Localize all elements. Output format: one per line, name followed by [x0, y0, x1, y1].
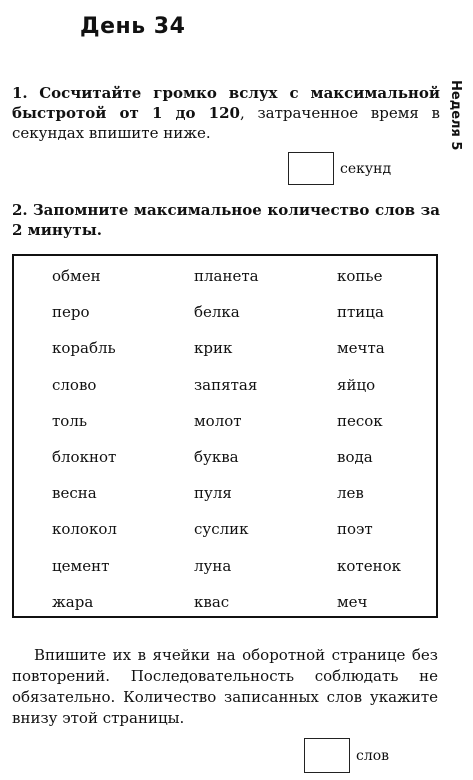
task-1-bold-text: Сосчитайте громко вслух с максимальной быстротой от 1 до 120	[12, 84, 440, 122]
words-answer-row	[304, 738, 389, 773]
word-item: колокол	[52, 520, 117, 539]
word-item: копье	[337, 267, 383, 285]
word-item: жара	[52, 592, 94, 611]
seconds-unit-label: секунд	[340, 160, 392, 177]
word-item: лев	[337, 484, 364, 503]
word-item: блокнот	[52, 447, 117, 466]
word-item: планета	[194, 267, 259, 285]
word-item: обмен	[52, 267, 101, 285]
word-item: песок	[337, 411, 383, 430]
word-item: мечта	[337, 339, 385, 358]
word-item: весна	[52, 484, 97, 503]
word-item: молот	[194, 411, 242, 430]
word-item: буква	[194, 447, 239, 466]
word-item: котенок	[337, 556, 401, 575]
words-unit-label: слов	[356, 747, 390, 764]
task-2	[12, 200, 440, 240]
word-item: толь	[52, 411, 88, 430]
word-item: поэт	[337, 520, 373, 539]
word-item: перо	[52, 303, 90, 322]
day-title: День 34	[80, 14, 186, 39]
word-item: белка	[194, 303, 240, 322]
word-item: яйцо	[337, 375, 376, 394]
word-item: корабль	[52, 339, 116, 358]
word-grid	[14, 256, 436, 616]
task-2-number: 2.	[12, 201, 28, 219]
task-1	[12, 83, 440, 143]
word-item: крик	[194, 339, 233, 358]
word-item: суслик	[194, 520, 249, 539]
word-list-box	[12, 254, 438, 618]
task-1-rest-text: , затраченное время в секундах впишите ниже.	[12, 104, 440, 142]
word-item: цемент	[52, 556, 110, 575]
word-item: вода	[337, 447, 373, 466]
word-item: птица	[337, 303, 384, 322]
word-item: слово	[52, 375, 97, 394]
word-item: пуля	[194, 484, 232, 503]
seconds-answer-row	[288, 152, 391, 185]
task-2-bold-text: Запомните максимальное количество слов за 2 минуты.	[12, 201, 440, 239]
week-label: Неделя 5	[448, 80, 463, 151]
word-item: луна	[194, 556, 232, 575]
seconds-answer-box[interactable]	[288, 152, 334, 185]
task-1-number: 1.	[12, 84, 28, 102]
words-answer-box[interactable]	[304, 738, 350, 773]
word-item: запятая	[194, 375, 258, 394]
word-item: квас	[194, 592, 230, 611]
word-item: меч	[337, 592, 368, 611]
instruction-text: Впишите их в ячейки на оборотной странице без повторений. Последовательность соблюдать не обязательно. Количество записанных слов укажите внизу этой страницы.	[12, 646, 438, 727]
